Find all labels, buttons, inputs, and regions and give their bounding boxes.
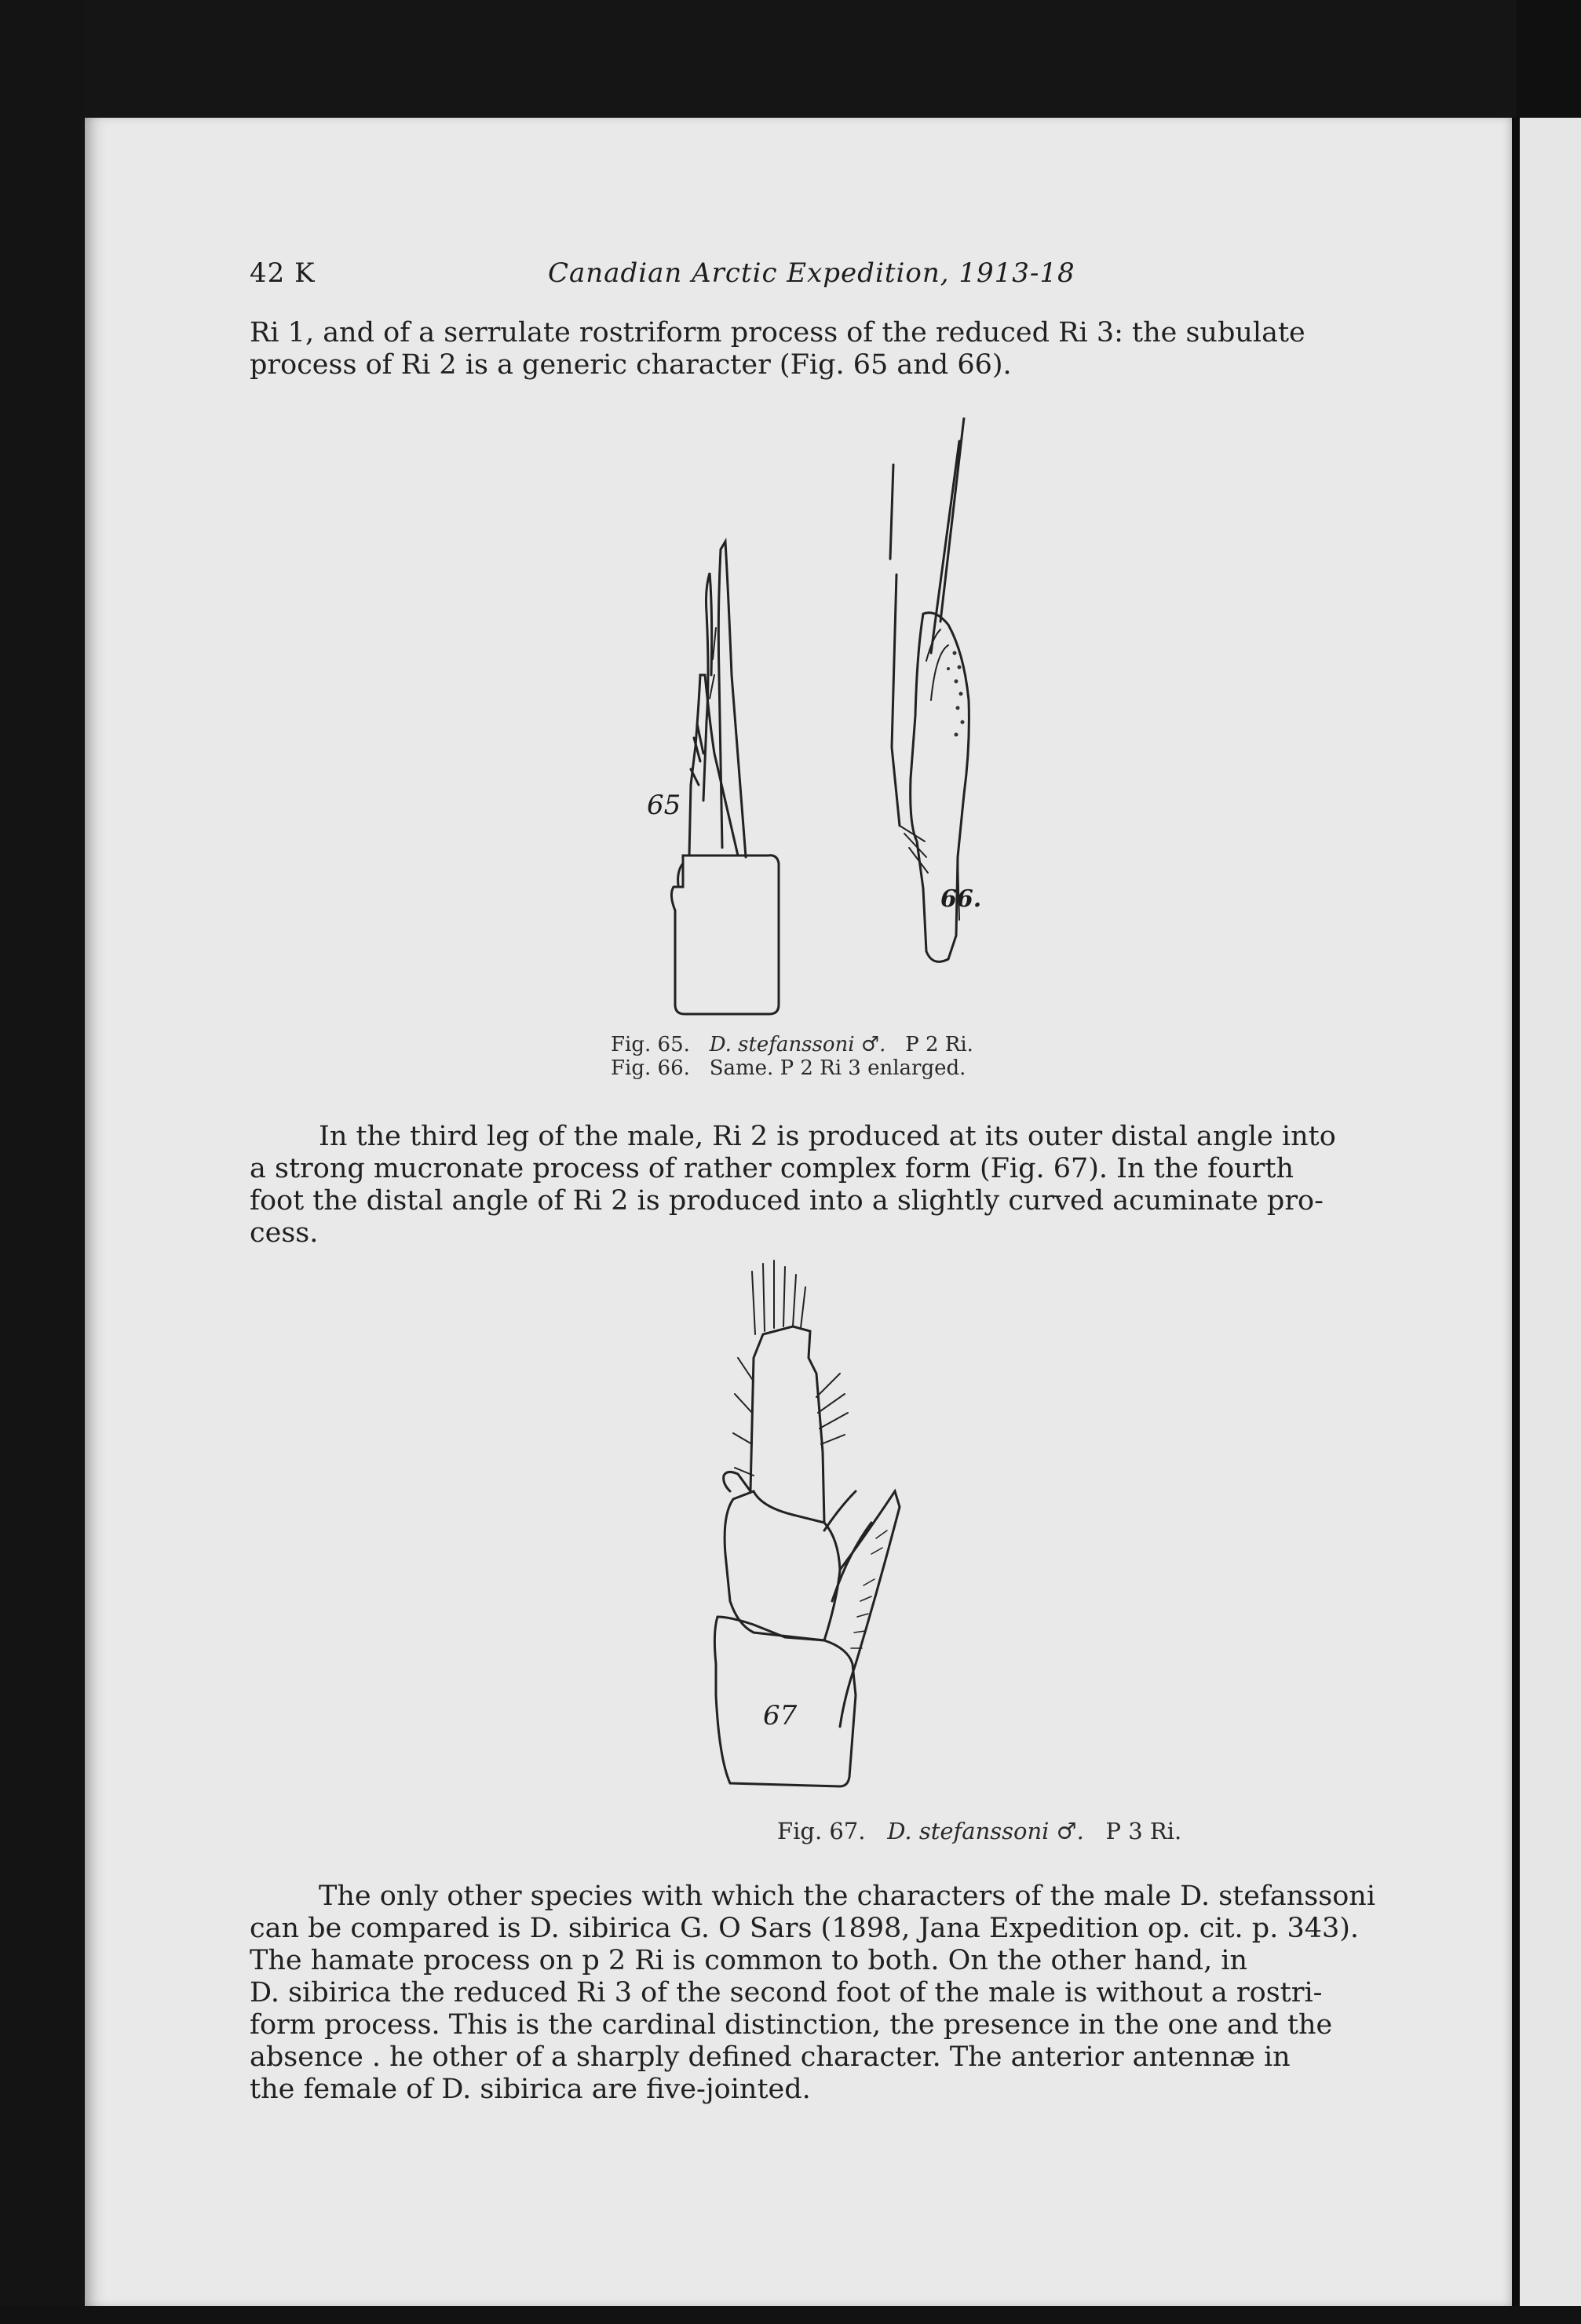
running-header <box>250 257 1380 297</box>
paragraph-2 <box>250 1121 1380 1250</box>
caption-fig-67: Fig. 67. D. stefanssoni ♂. P 3 Ri. <box>777 1818 1182 1844</box>
text-line: The hamate process on p 2 Ri is common to both. On the other hand, in <box>250 1945 1248 1976</box>
text-line: absence . he other of a sharply defined character. The anterior antennæ in <box>250 2041 1291 2073</box>
figure-65 <box>628 518 816 1020</box>
paragraph-1 <box>250 317 1380 381</box>
facing-page-edge <box>1520 118 1581 2306</box>
figure-66-label: 66. <box>940 885 982 913</box>
figure-66 <box>838 418 995 967</box>
text-line: Ri 1, and of a serrulate rostriform process of the reduced Ri 3: the subulate <box>250 317 1305 348</box>
scan-border-bottom <box>0 2306 1581 2324</box>
mucronate-process <box>724 1472 750 1491</box>
text-line: The only other species with which the characters of the male D. stefanssoni <box>319 1881 1376 1912</box>
inner-outline <box>926 629 948 700</box>
running-title: Canadian Arctic Expedition, 1913-18 <box>548 257 1075 289</box>
figure-66-drawing <box>838 418 995 967</box>
spine <box>703 573 712 801</box>
page-number: 42 K <box>250 257 316 289</box>
terminal-setae <box>752 1261 805 1334</box>
segment-ri3 <box>750 1326 824 1523</box>
figure-65-label: 65 <box>647 790 681 821</box>
text-line: form process. This is the cardinal distinction, the presence in the one and the <box>250 2009 1333 2041</box>
figure-67-drawing <box>707 1256 942 1790</box>
text-line: In the third leg of the male, Ri 2 is produced at its outer distal angle into <box>319 1121 1336 1152</box>
figure-67 <box>707 1256 942 1790</box>
paragraph-3 <box>250 1881 1380 2106</box>
scan-border-top <box>0 0 1581 118</box>
text-line: cess. <box>250 1217 319 1249</box>
scan-border-left <box>0 0 85 2324</box>
text-line: the female of D. sibirica are five-jointed. <box>250 2074 811 2105</box>
caption-fig-66: Fig. 66. Same. P 2 Ri 3 enlarged. <box>611 1056 966 1080</box>
figure-67-label: 67 <box>763 1700 798 1731</box>
page-gutter <box>1512 118 1520 2306</box>
long-spine <box>890 465 900 826</box>
subulate-process <box>718 542 746 857</box>
caption-fig-65: Fig. 65. D. stefanssoni ♂. P 2 Ri. <box>611 1033 973 1056</box>
text-line: foot the distal angle of Ri 2 is produced into a slightly curved acuminate pro- <box>250 1185 1324 1217</box>
distal-setae <box>931 418 964 653</box>
figure-65-drawing <box>628 518 816 1020</box>
segment-ri1 <box>671 856 779 1014</box>
text-line: D. sibirica the reduced Ri 3 of the second foot of the male is without a rostri- <box>250 1977 1323 2008</box>
segment-ri2 <box>725 1491 840 1640</box>
segment-ri2 <box>689 675 738 856</box>
text-line: can be compared is D. sibirica G. O Sars (1898, Jana Expedition op. cit. p. 343). <box>250 1913 1360 1944</box>
caption-species: D. stefanssoni ♂. <box>709 1033 886 1056</box>
text-line: a strong mucronate process of rather complex form (Fig. 67). In the fourth <box>250 1153 1294 1184</box>
caption-species: D. stefanssoni ♂. <box>887 1818 1084 1844</box>
text-line: process of Ri 2 is a generic character (Fig. 65 and 66). <box>250 349 1012 381</box>
